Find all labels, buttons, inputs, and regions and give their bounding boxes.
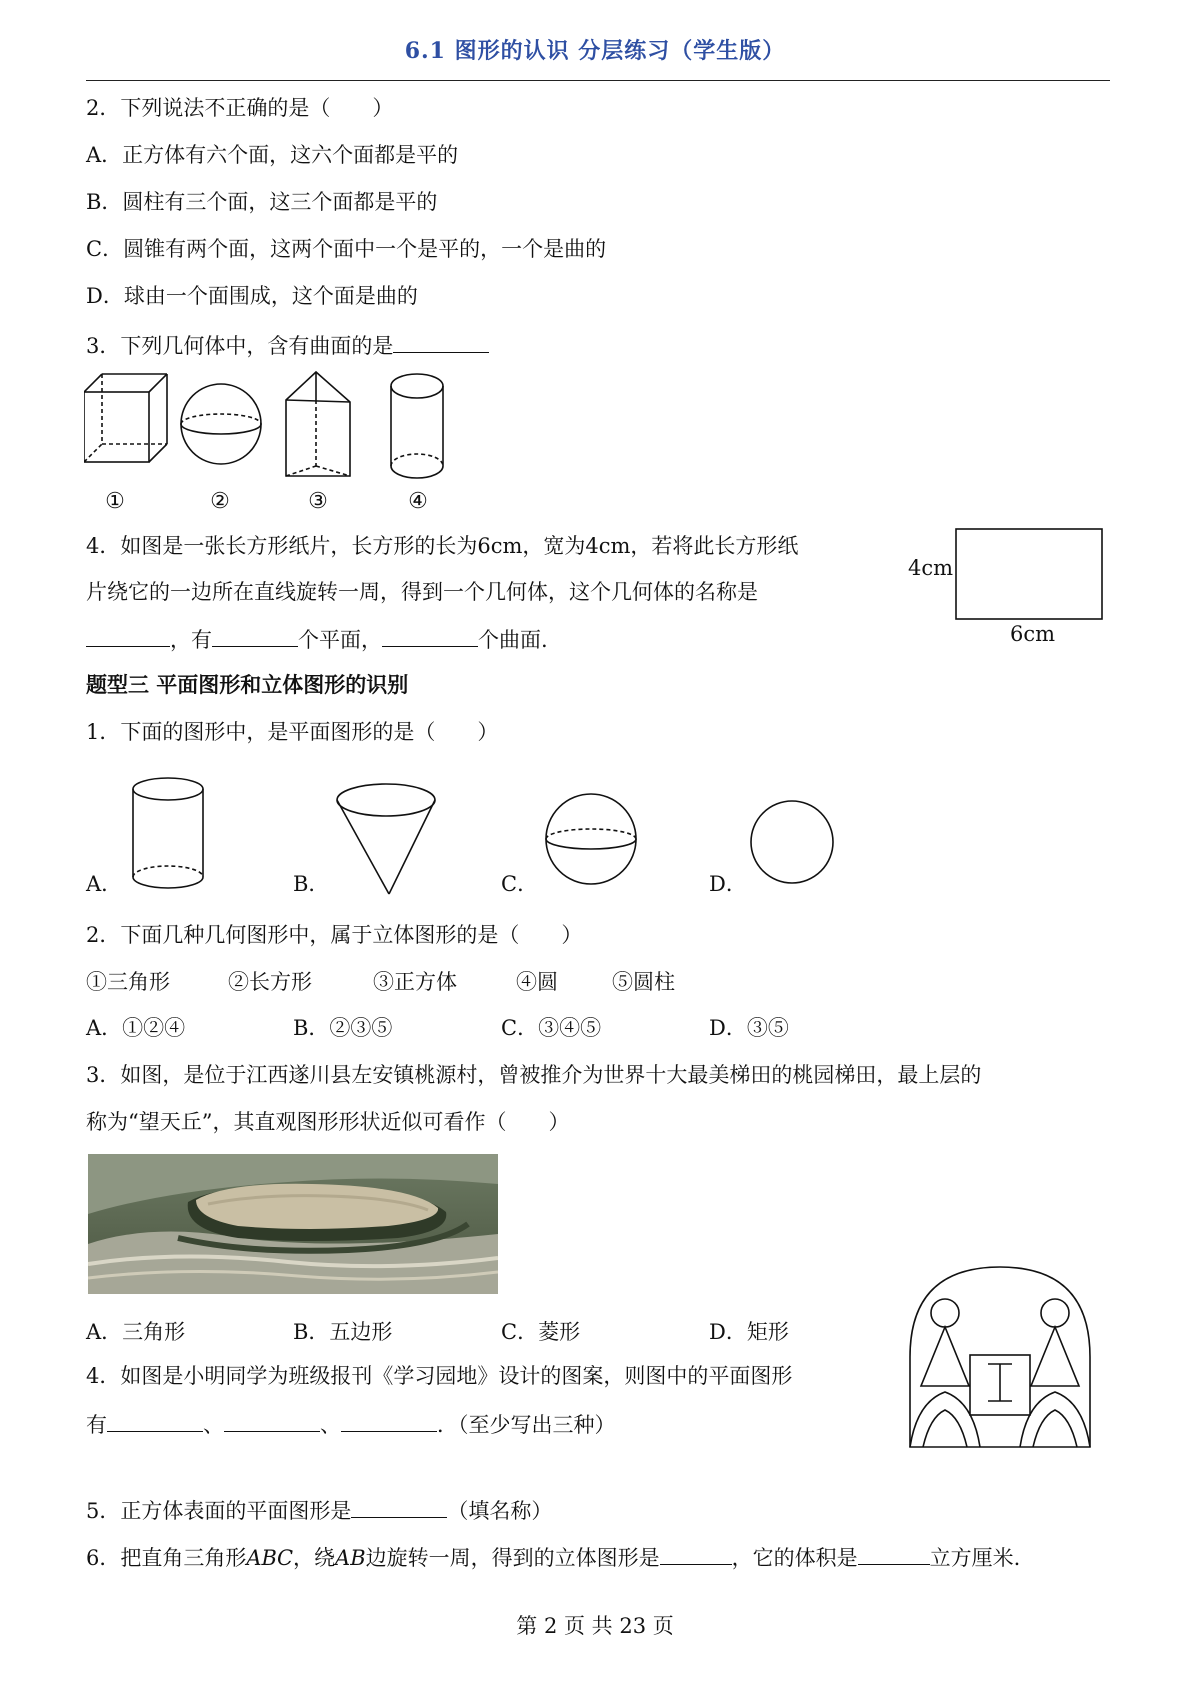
s3-q2-item-4: ④圆 (516, 970, 558, 994)
s3-q5-text-a: 5．正方体表面的平面图形是 (86, 1499, 352, 1523)
s3-q5-line (86, 1495, 552, 1525)
header-rule (86, 80, 1110, 81)
s3-q4-line-2 (86, 1409, 616, 1439)
s3-q4-sep-2: 、 (320, 1413, 341, 1437)
s3-q2-item-3: ③正方体 (373, 970, 457, 994)
q4-line-1: 4．如图是一张长方形纸片，长方形的长为6cm，宽为4cm，若将此长方形纸 (86, 534, 799, 558)
s3-q2-item-2: ②长方形 (228, 970, 312, 994)
q3-solids-figure (84, 370, 454, 485)
s3-q3-line-1: 3．如图，是位于江西遂川县左安镇桃源村，曾被推介为世界十大最美梯田的桃园梯田，最上层的 (86, 1063, 982, 1087)
q3-stem-text: 3．下列几何体中，含有曲面的是 (86, 334, 394, 358)
q4-name-blank (86, 624, 170, 647)
q2-option-b: B．圆柱有三个面，这三个面都是平的 (86, 190, 438, 214)
s3-q2-option-b: B．②③⑤ (293, 1016, 393, 1040)
s3-q4-text-end: ．（至少写出三种） (437, 1413, 616, 1437)
q4-rectangle-figure (955, 528, 1103, 622)
s3-q2-option-a: A．①②④ (86, 1016, 186, 1040)
s3-q1-option-d: D． (709, 872, 747, 896)
s3-q6-text-c: 立方厘米. (929, 1546, 1021, 1570)
s3-q5-blank (351, 1495, 447, 1518)
q3-stem (86, 330, 489, 360)
s3-q2-item-5: ⑤圆柱 (612, 970, 675, 994)
s3-q1-option-b: B． (293, 872, 330, 896)
option-a-cylinder (130, 775, 210, 893)
q4-line-3 (86, 624, 548, 654)
s3-q3-option-a: A．三角形 (86, 1320, 186, 1344)
s3-q2-option-c: C．③④⑤ (501, 1016, 602, 1040)
solid-label-4: ④ (408, 489, 428, 514)
page-footer: 第 2 页 共 23 页 (516, 1614, 674, 1638)
option-d-circle (748, 798, 836, 886)
option-b-cone (334, 778, 438, 898)
s3-q3-option-c: C．菱形 (501, 1320, 581, 1344)
class-newspaper-pattern (905, 1262, 1095, 1452)
q2-option-c: C．圆锥有两个面，这两个面中一个是平的，一个是曲的 (86, 237, 607, 261)
s3-q5-text-b: （填名称） (447, 1499, 553, 1523)
s3-q4-blank-2 (224, 1409, 320, 1432)
s3-q2-stem: 2．下面几种几何图形中，属于立体图形的是（ ） (86, 923, 583, 947)
s3-q3-line-2: 称为“望天丘”，其直观图形形状近似可看作（ ） (86, 1110, 570, 1134)
q2-stem: 2．下列说法不正确的是（ ） (86, 96, 394, 120)
q4-text-b: 个平面， (298, 628, 382, 652)
s3-q6-line (86, 1542, 1020, 1572)
prism-drawing (286, 372, 350, 476)
q4-length-label: 6cm (1010, 622, 1056, 646)
s3-q1-option-a: A． (86, 872, 123, 896)
cube-drawing (84, 374, 167, 462)
page-header-title: 6.1 图形的认识 分层练习（学生版） (404, 38, 786, 64)
cylinder-drawing (391, 374, 443, 478)
q4-width-label: 4cm (908, 556, 954, 580)
s3-q3-option-b: B．五边形 (293, 1320, 393, 1344)
s3-q4-blank-3 (341, 1409, 437, 1432)
solid-label-2: ② (210, 489, 230, 514)
terraced-field-photo (88, 1154, 498, 1294)
q4-plane-count-blank (212, 624, 298, 647)
section-3-title: 题型三 平面图形和立体图形的识别 (86, 672, 409, 697)
s3-q6-text-a: 6．把直角三角形𝐴𝐵𝐶，绕𝐴𝐵边旋转一周，得到的立体图形是 (86, 1546, 660, 1570)
q4-text-c: 个曲面. (478, 628, 548, 652)
s3-q6-volume-blank (858, 1542, 930, 1565)
q2-option-d: D．球由一个面围成，这个面是曲的 (86, 284, 418, 308)
s3-q4-line-1: 4．如图是小明同学为班级报刊《学习园地》设计的图案，则图中的平面图形 (86, 1364, 793, 1388)
solid-label-1: ① (105, 489, 125, 514)
q4-line-2: 片绕它的一边所在直线旋转一周，得到一个几何体，这个几何体的名称是 (86, 580, 758, 604)
s3-q2-item-1: ①三角形 (86, 970, 170, 994)
s3-q4-sep-1: 、 (203, 1413, 224, 1437)
s3-q6-text-b: ，它的体积是 (731, 1546, 858, 1570)
s3-q3-option-d: D．矩形 (709, 1320, 789, 1344)
s3-q1-stem: 1．下面的图形中，是平面图形的是（ ） (86, 720, 499, 744)
option-c-sphere (543, 791, 639, 887)
s3-q2-option-d: D．③⑤ (709, 1016, 789, 1040)
q4-curved-count-blank (382, 624, 478, 647)
q2-option-a: A．正方体有六个面，这六个面都是平的 (86, 143, 459, 167)
sphere-drawing (181, 384, 261, 464)
s3-q1-option-c: C． (501, 872, 539, 896)
solid-label-3: ③ (308, 489, 328, 514)
s3-q4-blank-1 (107, 1409, 203, 1432)
s3-q4-text-a: 有 (86, 1413, 107, 1437)
q4-text-a: ，有 (170, 628, 212, 652)
q3-answer-blank (393, 330, 489, 353)
s3-q6-solid-blank (660, 1542, 732, 1565)
